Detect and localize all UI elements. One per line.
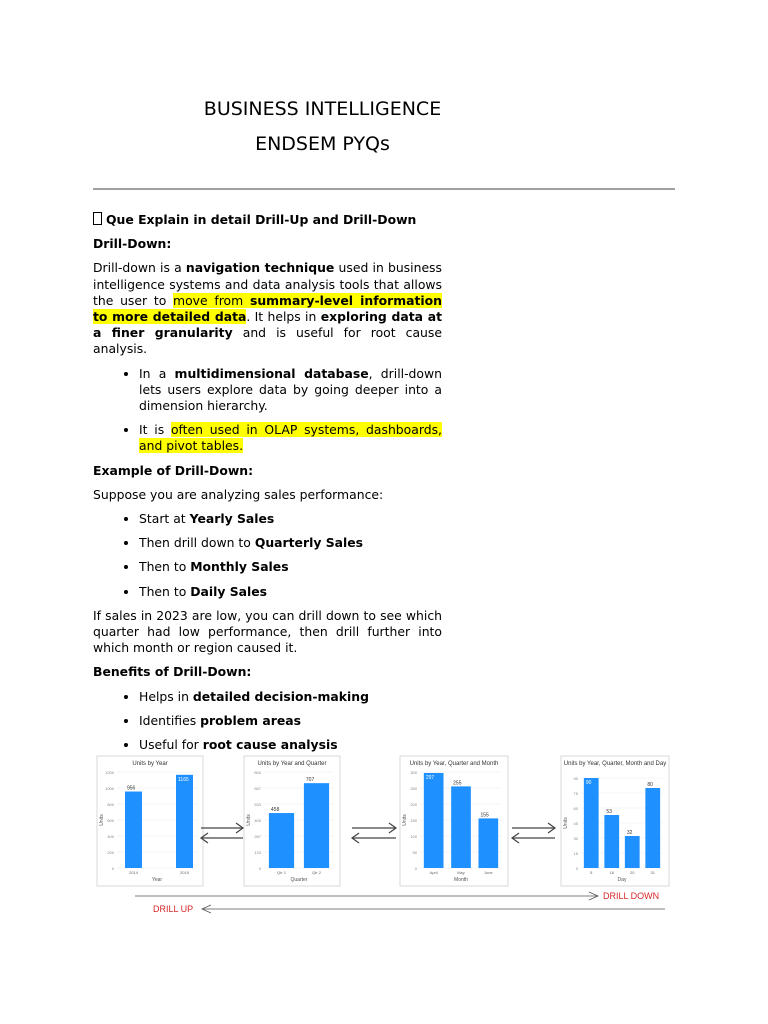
data-label: 32 bbox=[626, 830, 633, 836]
y-tick-label: 800 bbox=[254, 770, 261, 775]
text-run: . It helps in bbox=[246, 309, 321, 325]
data-label: 255 bbox=[453, 780, 462, 787]
y-tick-label: 200 bbox=[107, 850, 114, 855]
x-tick-label: 20 bbox=[630, 870, 635, 875]
x-axis-label: Month bbox=[454, 877, 468, 883]
x-axis-label: Day bbox=[617, 877, 627, 883]
bold-term: multidimensional database bbox=[174, 365, 369, 381]
data-label: 297 bbox=[425, 774, 435, 781]
list-item bbox=[139, 559, 442, 575]
y-tick-label: 800 bbox=[107, 802, 114, 807]
y-tick-label: 300 bbox=[410, 770, 417, 775]
text-run: Identifies bbox=[139, 712, 201, 728]
bold-term: exploring data at a finer granularity bbox=[93, 309, 442, 341]
x-tick-label: 2014 bbox=[129, 870, 138, 875]
data-label: 458 bbox=[270, 807, 280, 814]
y-tick-label: 90 bbox=[573, 776, 578, 781]
x-axis-label: Quarter bbox=[290, 877, 308, 883]
bar bbox=[645, 788, 660, 868]
drill-arrows-3 bbox=[512, 823, 555, 843]
data-label: 1165 bbox=[178, 776, 189, 783]
text-run: Then to bbox=[139, 583, 191, 599]
y-tick-label: 250 bbox=[410, 786, 417, 791]
chart-panel-3 bbox=[400, 756, 508, 886]
y-tick-label: 0 bbox=[414, 866, 417, 871]
x-tick-label: Qtr 2 bbox=[312, 870, 321, 875]
list-item bbox=[139, 366, 442, 415]
x-tick-label: 5 bbox=[590, 870, 593, 875]
list-item bbox=[139, 737, 442, 753]
question-text: Que Explain in detail Drill-Up and Drill-Down bbox=[106, 212, 417, 227]
y-tick-label: 400 bbox=[254, 818, 261, 823]
text-run: , drill-down lets users explore data by going deeper into a dimension hierarchy. bbox=[139, 365, 442, 414]
x-tick-label: May bbox=[457, 870, 465, 875]
bold-term: Daily Sales bbox=[190, 583, 268, 599]
y-tick-label: 1200 bbox=[105, 770, 114, 775]
bold-term: root cause analysis bbox=[202, 737, 338, 753]
data-label: 80 bbox=[647, 782, 653, 788]
y-tick-label: 100 bbox=[410, 834, 417, 839]
data-label: 155 bbox=[480, 812, 489, 819]
list-item bbox=[139, 689, 442, 705]
bar bbox=[604, 815, 619, 868]
example-heading: Example of Drill-Down: bbox=[93, 462, 254, 478]
highlighted-text: often used in OLAP systems, dashboards, and pivot tables. bbox=[139, 422, 442, 454]
benefits-heading: Benefits of Drill-Down: bbox=[93, 664, 252, 680]
bold-term: Quarterly Sales bbox=[254, 535, 364, 551]
y-axis-label: Units bbox=[99, 814, 105, 826]
text-run: Drill-down is a bbox=[93, 260, 186, 276]
chart-title: Units by Year bbox=[132, 761, 168, 767]
bold-term: Yearly Sales bbox=[189, 511, 275, 527]
drill-down-label: DRILL DOWN bbox=[603, 891, 660, 901]
data-label: 90 bbox=[585, 780, 592, 786]
bar bbox=[304, 783, 329, 868]
data-label: 53 bbox=[606, 809, 612, 815]
y-tick-label: 15 bbox=[573, 851, 578, 856]
data-label: 707 bbox=[305, 777, 315, 784]
y-axis-label: Units bbox=[246, 814, 252, 826]
drill-arrows-1 bbox=[201, 823, 243, 843]
text-run: In a bbox=[139, 365, 175, 381]
document-subtitle: ENDSEM PYQs bbox=[255, 133, 390, 155]
text-run: Then to bbox=[139, 559, 191, 575]
y-tick-label: 45 bbox=[573, 821, 578, 826]
bold-term: Monthly Sales bbox=[190, 559, 289, 575]
drill-down-bullets bbox=[93, 366, 442, 455]
example-list bbox=[93, 511, 442, 600]
text-run: Helps in bbox=[139, 688, 193, 704]
chart-title: Units by Year, Quarter and Month bbox=[409, 761, 499, 767]
y-tick-label: 75 bbox=[573, 791, 578, 796]
chart-panel-4 bbox=[561, 756, 669, 886]
drill-down-definition bbox=[93, 260, 442, 357]
y-tick-label: 150 bbox=[410, 818, 417, 823]
header-divider bbox=[93, 188, 675, 190]
y-axis-label: Units bbox=[563, 817, 569, 829]
x-axis-label: Year bbox=[151, 877, 163, 883]
text-run: Start at bbox=[139, 511, 190, 527]
highlighted-text: move from bbox=[173, 292, 250, 308]
example-outro: If sales in 2023 are low, you can drill down to see which quarter had low performance, then drill further into which month or region caused it. bbox=[93, 607, 442, 656]
y-tick-label: 533 bbox=[254, 802, 261, 807]
drill-up-arrow bbox=[153, 904, 665, 914]
bar bbox=[269, 813, 294, 868]
y-tick-label: 267 bbox=[254, 834, 261, 839]
y-tick-label: 0 bbox=[258, 866, 261, 871]
y-tick-label: 600 bbox=[107, 818, 114, 823]
bar bbox=[424, 773, 444, 868]
list-item bbox=[139, 535, 442, 551]
drill-down-arrow bbox=[135, 891, 659, 901]
y-tick-label: 60 bbox=[573, 806, 578, 811]
y-tick-label: 30 bbox=[573, 836, 578, 841]
list-item bbox=[139, 422, 442, 454]
text-run: used in business intelligence systems and data analysis tools that allows the user to bbox=[93, 260, 442, 308]
document-body bbox=[93, 212, 442, 761]
y-tick-label: 50 bbox=[412, 850, 417, 855]
bar bbox=[625, 836, 640, 868]
x-tick-label: April bbox=[429, 870, 438, 875]
highlighted-bold-text: summary-level information to more detailed data bbox=[93, 292, 442, 325]
example-intro: Suppose you are analyzing sales performance: bbox=[93, 486, 384, 502]
bold-term: detailed decision-making bbox=[192, 688, 369, 704]
list-item bbox=[139, 713, 442, 729]
bar bbox=[584, 778, 599, 868]
y-tick-label: 0 bbox=[575, 866, 578, 871]
list-item bbox=[139, 584, 442, 600]
bar bbox=[176, 775, 193, 868]
benefits-list bbox=[93, 689, 442, 754]
drill-down-heading: Drill-Down: bbox=[93, 236, 172, 252]
x-tick-label: 31 bbox=[650, 870, 655, 875]
chart-title: Units by Year, Quarter, Month and Day bbox=[563, 761, 667, 767]
bar bbox=[451, 786, 471, 868]
document-title: BUSINESS INTELLIGENCE bbox=[203, 98, 442, 120]
list-item bbox=[139, 511, 442, 527]
bar bbox=[478, 818, 498, 868]
y-tick-label: 0 bbox=[111, 866, 114, 871]
bar bbox=[125, 792, 142, 868]
y-tick-label: 1000 bbox=[105, 786, 114, 791]
y-axis-label: Units bbox=[402, 814, 408, 826]
x-tick-label: Qtr 1 bbox=[277, 870, 286, 875]
bold-term: problem areas bbox=[200, 712, 301, 728]
data-label: 956 bbox=[127, 785, 136, 792]
chart-panel-1 bbox=[97, 756, 203, 886]
drill-diagram-figure bbox=[95, 752, 675, 922]
text-run: It is bbox=[139, 422, 171, 438]
chart-title: Units by Year and Quarter bbox=[257, 761, 327, 767]
chart-panel-2 bbox=[244, 756, 340, 886]
x-tick-label: 2015 bbox=[180, 870, 189, 875]
y-tick-label: 133 bbox=[254, 850, 261, 855]
drill-diagram-svg bbox=[95, 752, 675, 922]
x-tick-label: 16 bbox=[609, 870, 614, 875]
y-tick-label: 667 bbox=[254, 786, 261, 791]
text-run: Useful for bbox=[139, 737, 203, 753]
placeholder-box-icon bbox=[93, 212, 102, 225]
bold-term: navigation technique bbox=[185, 260, 335, 276]
x-tick-label: June bbox=[483, 870, 493, 875]
text-run: Then drill down to bbox=[139, 535, 255, 551]
y-tick-label: 200 bbox=[410, 802, 417, 807]
question-heading bbox=[93, 212, 442, 228]
text-run: and is useful for root cause analysis. bbox=[93, 325, 442, 357]
y-tick-label: 400 bbox=[107, 834, 114, 839]
drill-arrows-2 bbox=[352, 823, 396, 843]
drill-up-label: DRILL UP bbox=[153, 904, 194, 914]
